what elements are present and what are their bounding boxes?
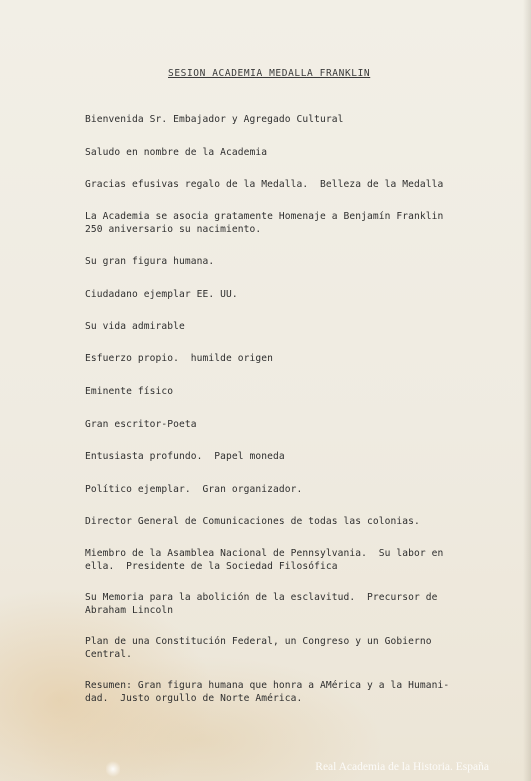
text-line-life: Su vida admirable xyxy=(85,321,185,332)
paper-speck xyxy=(106,760,120,778)
text-line-writer: Gran escritor-Poeta xyxy=(85,419,197,430)
text-line-physicist: Eminente físico xyxy=(85,386,174,397)
text-line-director: Director General de Comunicaciones de todas las colonias. xyxy=(85,516,420,527)
text-line-abolition: Su Memoria para la abolición de la esclavitud. Precursor de Abraham Lincoln xyxy=(85,592,438,616)
text-line-greeting: Saludo en nombre de la Academia xyxy=(85,147,268,158)
text-line-human-figure: Su gran figura humana. xyxy=(85,256,215,267)
text-line-thanks: Gracias efusivas regalo de la Medalla. Belleza de la Medalla xyxy=(85,179,444,190)
text-line-constitution: Plan de una Constitución Federal, un Congreso y un Gobierno Central. xyxy=(85,636,432,660)
text-line-enthusiast: Entusiasta profundo. Papel moneda xyxy=(85,451,285,462)
page-edge-shadow xyxy=(523,0,531,781)
text-line-effort: Esfuerzo propio. humilde origen xyxy=(85,353,274,364)
document-title: SESION ACADEMIA MEDALLA FRANKLIN xyxy=(168,68,371,79)
archive-watermark: Real Academia de la Historia. España xyxy=(315,761,489,773)
text-line-assembly: Miembro de la Asamblea Nacional de Pennsylvania. Su labor en ella. Presidente de la Sociedad Filosófica xyxy=(85,548,444,572)
text-line-summary: Resumen: Gran figura humana que honra a AMérica y a la Humani- dad. Justo orgullo de Norte América. xyxy=(85,680,450,704)
text-line-homage: La Academia se asocia gratamente Homenaje a Benjamín Franklin 250 aniversario su nacimiento. xyxy=(85,211,444,235)
text-line-welcome: Bienvenida Sr. Embajador y Agregado Cultural xyxy=(85,114,344,125)
text-line-citizen: Ciudadano ejemplar EE. UU. xyxy=(85,289,238,300)
text-line-politician: Político ejemplar. Gran organizador. xyxy=(85,484,303,495)
